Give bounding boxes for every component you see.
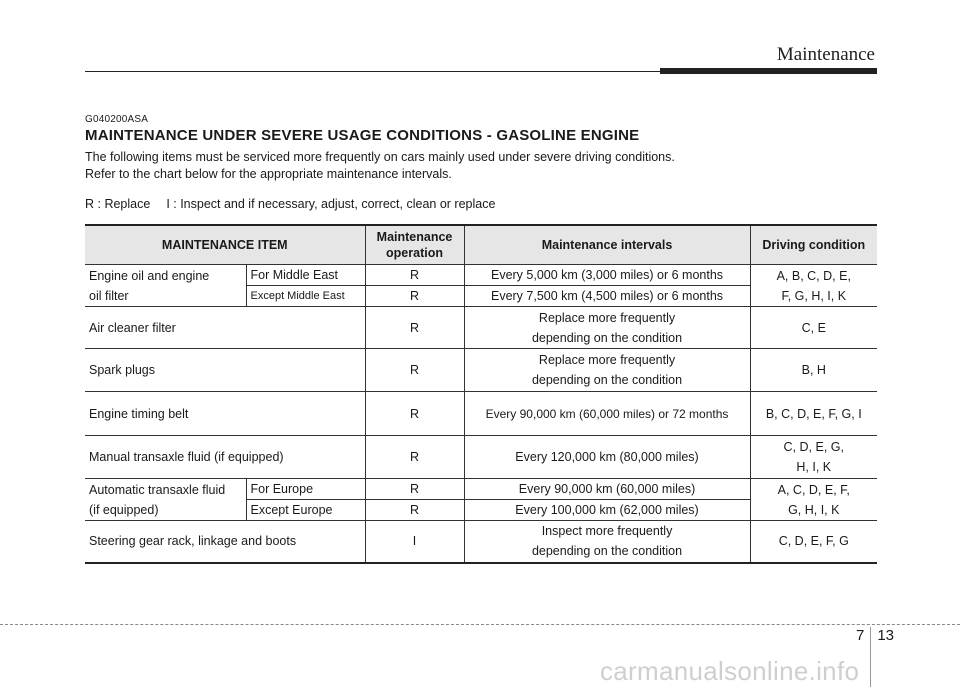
operation-cell: R [365,392,464,436]
legend-replace: R : Replace [85,197,151,211]
item-cell: Manual transaxle fluid (if equipped) [85,436,365,479]
condition-cell [750,265,877,307]
interval-cell: Every 90,000 km (60,000 miles) [464,479,750,500]
section-title: Maintenance [776,44,875,65]
item-cell: Steering gear rack, linkage and boots [85,521,365,563]
table-row [85,265,877,286]
condition-cell: C, E [750,307,877,349]
interval-cell: Every 120,000 km (80,000 miles) [464,436,750,479]
condition-line1: A, C, D, E, F, [777,482,850,497]
intro-text-line1: The following items must be serviced more frequently on cars mainly used under severe driving conditions. [85,150,675,164]
item-label-line1: Engine oil and engine [89,268,210,283]
interval-cell: Every 5,000 km (3,000 miles) or 6 months [464,265,750,286]
footer-rule [0,624,960,625]
header-maintenance-operation: Maintenance operation [365,225,464,265]
operation-cell: R [365,307,464,349]
header-maintenance-intervals: Maintenance intervals [464,225,750,265]
maintenance-table [85,224,877,564]
interval-line1: Replace more frequently [538,353,676,367]
item-cell [85,265,246,307]
watermark: carmanualsonline.info [600,656,860,686]
interval-cell: Every 7,500 km (4,500 miles) or 6 months [464,286,750,307]
interval-cell [464,349,750,392]
condition-cell: C, D, E, F, G [750,521,877,563]
item-label-line2: oil filter [89,288,129,303]
operation-cell: R [365,286,464,307]
sub-item-cell: Except Europe [246,500,365,521]
operation-cell: R [365,436,464,479]
operation-cell: I [365,521,464,563]
header-rule-thick [660,68,877,74]
operation-cell: R [365,349,464,392]
sub-item-cell: For Middle East [246,265,365,286]
condition-cell [750,479,877,521]
interval-cell [464,307,750,349]
table-row [85,436,877,479]
page-number [856,627,894,687]
table-row [85,521,877,563]
item-cell [85,479,246,521]
legend-inspect: I : Inspect and if necessary, adjust, correct, clean or replace [166,197,496,211]
document-code: G040200ASA [85,114,149,125]
item-cell: Spark plugs [85,349,365,392]
interval-line2: depending on the condition [531,544,683,559]
condition-line2: F, G, H, I, K [781,288,847,303]
operation-cell: R [365,500,464,521]
operation-cell: R [365,265,464,286]
legend [85,197,495,211]
sub-item-cell: For Europe [246,479,365,500]
table-row [85,349,877,392]
condition-cell [750,436,877,479]
condition-cell: B, H [750,349,877,392]
interval-line1: Inspect more frequently [541,524,673,539]
interval-line2: depending on the condition [531,330,683,345]
table-row [85,392,877,436]
operation-cell: R [365,479,464,500]
table-row [85,479,877,500]
header-maintenance-item: MAINTENANCE ITEM [85,225,365,265]
header-driving-condition: Driving condition [750,225,877,265]
condition-line1: A, B, C, D, E, [776,268,851,283]
page-in-chapter: 13 [877,627,895,644]
intro-text-line2: Refer to the chart below for the appropriate maintenance intervals. [85,167,452,181]
interval-line1: Replace more frequently [538,310,676,325]
interval-cell: Every 100,000 km (62,000 miles) [464,500,750,521]
page-title: MAINTENANCE UNDER SEVERE USAGE CONDITIONS - GASOLINE ENGINE [85,127,640,144]
item-cell: Air cleaner filter [85,307,365,349]
interval-cell [464,521,750,563]
table-header-row [85,225,877,265]
chapter-number: 7 [856,627,865,644]
condition-line1: C, D, E, G, [783,440,844,454]
interval-cell: Every 90,000 km (60,000 miles) or 72 months [464,392,750,436]
condition-cell: B, C, D, E, F, G, I [750,392,877,436]
item-cell: Engine timing belt [85,392,365,436]
item-label-line2: (if equipped) [89,502,159,517]
page-number-divider [870,627,871,687]
interval-line2: depending on the condition [531,373,683,387]
header-rule [85,71,660,72]
item-label-line1: Automatic transaxle fluid [89,482,226,497]
condition-line2: G, H, I, K [788,502,840,517]
sub-item-cell: Except Middle East [246,286,365,307]
table-row [85,307,877,349]
condition-line2: H, I, K [796,460,832,474]
